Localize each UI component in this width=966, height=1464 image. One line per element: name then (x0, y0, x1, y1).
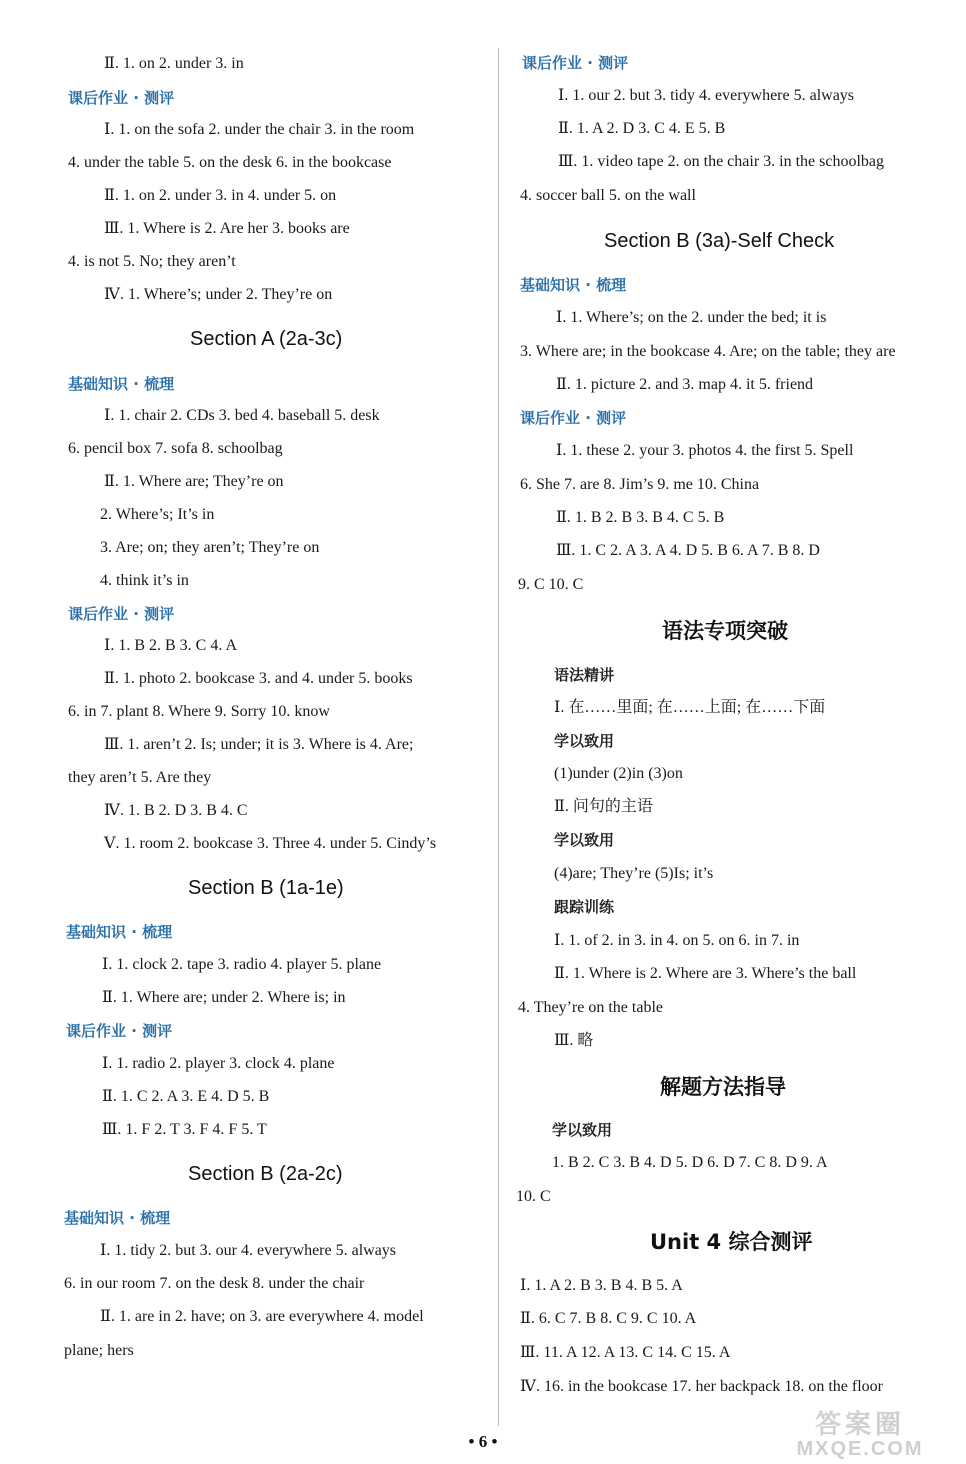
watermark-text-bottom: MXQE.COM (796, 1438, 924, 1460)
answer-line: Ⅲ. 1. Where is 2. Are her 3. books are (104, 220, 350, 237)
subheading: 学以致用 (552, 1121, 613, 1139)
answer-line: 4. is not 5. No; they aren’t (68, 253, 236, 270)
answer-line: Ⅲ. 11. A 12. A 13. C 14. C 15. A (520, 1344, 731, 1361)
answer-line: 3. Are; on; they aren’t; They’re on (100, 539, 320, 556)
answer-line: Ⅱ. 问句的主语 (554, 798, 653, 815)
answer-line: Ⅳ. 1. B 2. D 3. B 4. C (104, 802, 248, 819)
answer-line: Ⅱ. 1. Where are; under 2. Where is; in (102, 989, 346, 1006)
answer-line: 6. in 7. plant 8. Where 9. Sorry 10. know (68, 703, 330, 720)
answer-line: Ⅰ. 1. tidy 2. but 3. our 4. everywhere 5. always (100, 1242, 397, 1259)
answer-line: Ⅰ. 1. Where’s; on the 2. under the bed; it is (556, 309, 827, 326)
column-divider (498, 48, 499, 1426)
answer-line: Ⅱ. 1. picture 2. and 3. map 4. it 5. friend (556, 376, 814, 393)
answer-line: 3. Where are; in the bookcase 4. Are; on the table; they are (520, 343, 896, 360)
answer-line: 2. Where’s; It’s in (100, 506, 215, 523)
subheading: 跟踪训练 (554, 898, 615, 916)
answer-line: 9. C 10. C (518, 576, 584, 593)
answer-line: Ⅱ. 1. photo 2. bookcase 3. and 4. under 5. books (104, 670, 413, 687)
answer-line: 6. pencil box 7. sofa 8. schoolbag (68, 440, 283, 457)
subheading: 学以致用 (554, 831, 615, 849)
section-title: 语法专项突破 (662, 619, 788, 643)
answer-line: Ⅱ. 1. Where are; They’re on (104, 473, 284, 490)
answer-line: Ⅲ. 1. C 2. A 3. A 4. D 5. B 6. A 7. B 8. D (556, 542, 820, 559)
subheading: 基础知识 · 梳理 (520, 276, 627, 294)
answer-line: they aren’t 5. Are they (68, 769, 212, 786)
answer-line: 10. C (516, 1188, 551, 1205)
section-title: 解题方法指导 (660, 1075, 786, 1099)
subheading: 课后作业 · 测评 (66, 1022, 173, 1040)
watermark-text-top: 答案圈 (814, 1409, 905, 1439)
answer-line: Ⅴ. 1. room 2. bookcase 3. Three 4. under 5. Cindy’s (104, 835, 437, 852)
answer-line: plane; hers (64, 1342, 134, 1359)
subheading: 课后作业 · 测评 (68, 605, 175, 623)
answer-line: Ⅳ. 16. in the bookcase 17. her backpack 18. on the floor (520, 1378, 883, 1395)
answer-line: Ⅲ. 1. video tape 2. on the chair 3. in the schoolbag (558, 153, 885, 170)
answer-line: Ⅱ. 6. C 7. B 8. C 9. C 10. A (520, 1310, 697, 1327)
answer-line: 4. They’re on the table (518, 999, 663, 1016)
page-number: • 6 • (468, 1432, 498, 1451)
answer-line: Ⅱ. 1. A 2. D 3. C 4. E 5. B (558, 120, 726, 137)
subheading: 课后作业 · 测评 (522, 54, 629, 72)
answer-line: Ⅰ. 1. chair 2. CDs 3. bed 4. baseball 5. desk (104, 407, 380, 424)
answer-line: 4. under the table 5. on the desk 6. in the bookcase (68, 154, 392, 171)
answer-line: Ⅰ. 1. these 2. your 3. photos 4. the first 5. Spell (556, 442, 854, 459)
subheading: 学以致用 (554, 732, 615, 750)
answer-line: Ⅲ. 略 (554, 1032, 594, 1049)
answer-line: (4)are; They’re (5)Is; it’s (554, 865, 714, 882)
answer-line: Ⅰ. 1. radio 2. player 3. clock 4. plane (102, 1055, 335, 1072)
subheading: 基础知识 · 梳理 (64, 1209, 171, 1227)
answer-line: Ⅱ. 1. are in 2. have; on 3. are everywhere 4. model (100, 1308, 424, 1325)
subheading: 基础知识 · 梳理 (68, 375, 175, 393)
answer-line: Ⅳ. 1. Where’s; under 2. They’re on (104, 286, 333, 303)
answer-line: Ⅱ. 1. Where is 2. Where are 3. Where’s the ball (554, 965, 857, 982)
answer-line: 6. She 7. are 8. Jim’s 9. me 10. China (520, 476, 760, 493)
section-title: Section A (2a-3c) (190, 328, 343, 350)
subheading: 课后作业 · 测评 (68, 89, 175, 107)
subheading: 语法精讲 (554, 666, 615, 684)
answer-line: 6. in our room 7. on the desk 8. under the chair (64, 1275, 365, 1292)
answer-line: Ⅱ. 1. on 2. under 3. in 4. under 5. on (104, 187, 337, 204)
answer-line: (1)under (2)in (3)on (554, 765, 683, 782)
section-title: Section B (2a-2c) (188, 1163, 343, 1185)
answer-line: Ⅰ. 在……里面; 在……上面; 在……下面 (554, 699, 826, 716)
answer-line: Ⅲ. 1. aren’t 2. Is; under; it is 3. Where is 4. Are; (104, 736, 414, 753)
answer-line: Ⅰ. 1. of 2. in 3. in 4. on 5. on 6. in 7. in (554, 932, 800, 949)
answer-line: Ⅰ. 1. B 2. B 3. C 4. A (104, 637, 238, 654)
answer-line: Ⅱ. 1. B 2. B 3. B 4. C 5. B (556, 509, 725, 526)
answer-line: Ⅱ. 1. C 2. A 3. E 4. D 5. B (102, 1088, 270, 1105)
section-title: Unit 4 综合测评 (650, 1230, 813, 1254)
answer-line: Ⅰ. 1. our 2. but 3. tidy 4. everywhere 5. always (558, 87, 855, 104)
subheading: 课后作业 · 测评 (520, 409, 627, 427)
watermark-logo (760, 1408, 960, 1462)
answer-line: 4. soccer ball 5. on the wall (520, 187, 696, 204)
section-title: Section B (3a)-Self Check (604, 230, 835, 252)
subheading: 基础知识 · 梳理 (66, 923, 173, 941)
answer-line: 4. think it’s in (100, 572, 189, 589)
answer-line: Ⅲ. 1. F 2. T 3. F 4. F 5. T (102, 1121, 267, 1138)
answer-line: Ⅰ. 1. clock 2. tape 3. radio 4. player 5. plane (102, 956, 382, 973)
answer-line: Ⅱ. 1. on 2. under 3. in (104, 55, 244, 72)
section-title: Section B (1a-1e) (188, 877, 344, 899)
answer-line: Ⅰ. 1. on the sofa 2. under the chair 3. in the room (104, 121, 415, 138)
answer-line: 1. B 2. C 3. B 4. D 5. D 6. D 7. C 8. D 9. A (552, 1154, 828, 1171)
answer-line: Ⅰ. 1. A 2. B 3. B 4. B 5. A (520, 1277, 683, 1294)
